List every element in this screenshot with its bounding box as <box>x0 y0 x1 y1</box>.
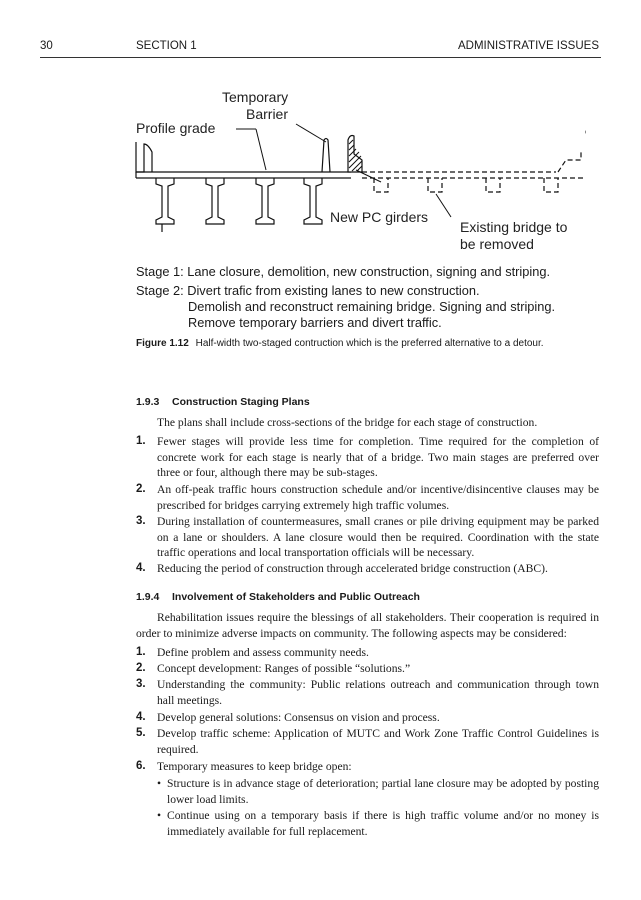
figure-caption-text: Half-width two-staged contruction which is the preferred alternative to a detour. <box>195 338 544 349</box>
list-item <box>136 561 599 577</box>
list-text: Understanding the community: Public relations outreach and communication through town hall meetings. <box>157 678 599 707</box>
list-text: Define problem and assess community needs. <box>157 646 369 659</box>
list-number: 3. <box>136 678 146 690</box>
list-item <box>136 710 599 726</box>
label-barrier: Barrier <box>246 106 289 122</box>
label-existing-bridge-1: Existing bridge to <box>460 219 568 235</box>
stage-2-line-3: Remove temporary barriers and divert traffic. <box>188 315 442 330</box>
stage-2-line-1: Stage 2: Divert trafic from existing lanes to new construction. <box>136 283 480 298</box>
list-text: Reducing the period of construction through accelerated bridge construction (ABC). <box>157 562 548 575</box>
list-item <box>136 482 599 513</box>
list-number: 1. <box>136 646 146 658</box>
list-item <box>136 759 599 775</box>
list-number: 4. <box>136 711 146 723</box>
list-number: 6. <box>136 760 146 772</box>
figure-caption-label: Figure 1.12 <box>136 338 189 349</box>
new-pc-girders <box>156 178 322 232</box>
bridge-cross-section-diagram <box>126 82 586 262</box>
list-number: 3. <box>136 515 146 527</box>
bullet-text: Continue using on a temporary basis if there is high traffic volume and/or no money is immediately available for full replacement. <box>167 809 599 838</box>
stage-2-line-2: Demolish and reconstruct remaining bridge. Signing and striping. <box>188 299 556 314</box>
list-text: Develop traffic scheme: Application of MUTC and Work Zone Traffic Control Guidelines is required. <box>157 727 599 756</box>
list-text: Develop general solutions: Consensus on vision and process. <box>157 711 440 724</box>
paragraph-intro-1-9-4: Rehabilitation issues require the blessings of all stakeholders. Their cooperation is required in order to minimize adverse impacts on community. The following aspects may be considered: <box>136 611 599 640</box>
header-rule <box>40 57 601 58</box>
existing-bridge-dashed <box>362 152 586 192</box>
list-text: Fewer stages will provide less time for completion. Time required for the completion of concrete work for each stage is nearly that of a bridge. Two main stages are preferred over three or four, although there may be sub-stages. <box>157 435 599 479</box>
section-label: SECTION 1 <box>136 40 197 52</box>
section-title: Involvement of Stakeholders and Public Outreach <box>172 591 420 603</box>
list-item <box>136 645 599 661</box>
chapter-title: ADMINISTRATIVE ISSUES <box>457 40 599 52</box>
section-heading-1-9-3 <box>136 396 310 408</box>
figure-caption <box>136 338 544 349</box>
existing-new-deck <box>136 139 351 179</box>
stage-1-text: Stage 1: Lane closure, demolition, new construction, signing and striping. <box>136 264 551 279</box>
list-number: 1. <box>136 435 146 447</box>
bullet-text: Structure is in advance stage of deterioration; partial lane closure may be adopted by posting lower load limits. <box>167 777 599 806</box>
list-text: An off-peak traffic hours construction schedule and/or incentive/disincentive clauses may be prescribed for bridges carrying extremely high traffic volumes. <box>157 483 599 512</box>
list-text: Temporary measures to keep bridge open: <box>157 760 352 773</box>
temporary-barrier <box>348 136 362 173</box>
list-number: 2. <box>136 483 146 495</box>
list-text: Concept development: Ranges of possible “solutions.” <box>157 662 411 675</box>
page-number: 30 <box>40 40 53 52</box>
section-title: Construction Staging Plans <box>172 396 310 408</box>
section-heading-1-9-4 <box>136 591 420 603</box>
bullet-item <box>157 808 599 839</box>
paragraph-intro-1-9-3: The plans shall include cross-sections of the bridge for each stage of construction. <box>157 416 538 429</box>
list-item <box>136 514 599 561</box>
list-text: During installation of countermeasures, small cranes or pile driving equipment may be parked on a lane or shoulders. A lane closure would then be required. Coordination with the state traffic operations and local transportation officials will be necessary. <box>157 515 599 559</box>
label-profile-grade: Profile grade <box>136 120 216 136</box>
list-item <box>136 677 599 708</box>
label-existing-bridge-2: be removed <box>460 236 534 252</box>
label-temporary: Temporary <box>222 89 289 105</box>
section-number: 1.9.3 <box>136 396 160 408</box>
section-number: 1.9.4 <box>136 591 160 603</box>
bullet-glyph: • <box>157 809 162 822</box>
label-new-pc-girders: New PC girders <box>330 209 429 225</box>
list-item <box>136 661 599 677</box>
list-number: 4. <box>136 562 146 574</box>
bullet-item <box>157 776 599 807</box>
list-number: 2. <box>136 662 146 674</box>
list-item <box>136 434 599 481</box>
running-header <box>40 40 599 56</box>
list-item <box>136 726 599 757</box>
bullet-glyph: • <box>157 777 162 790</box>
list-number: 5. <box>136 727 146 739</box>
